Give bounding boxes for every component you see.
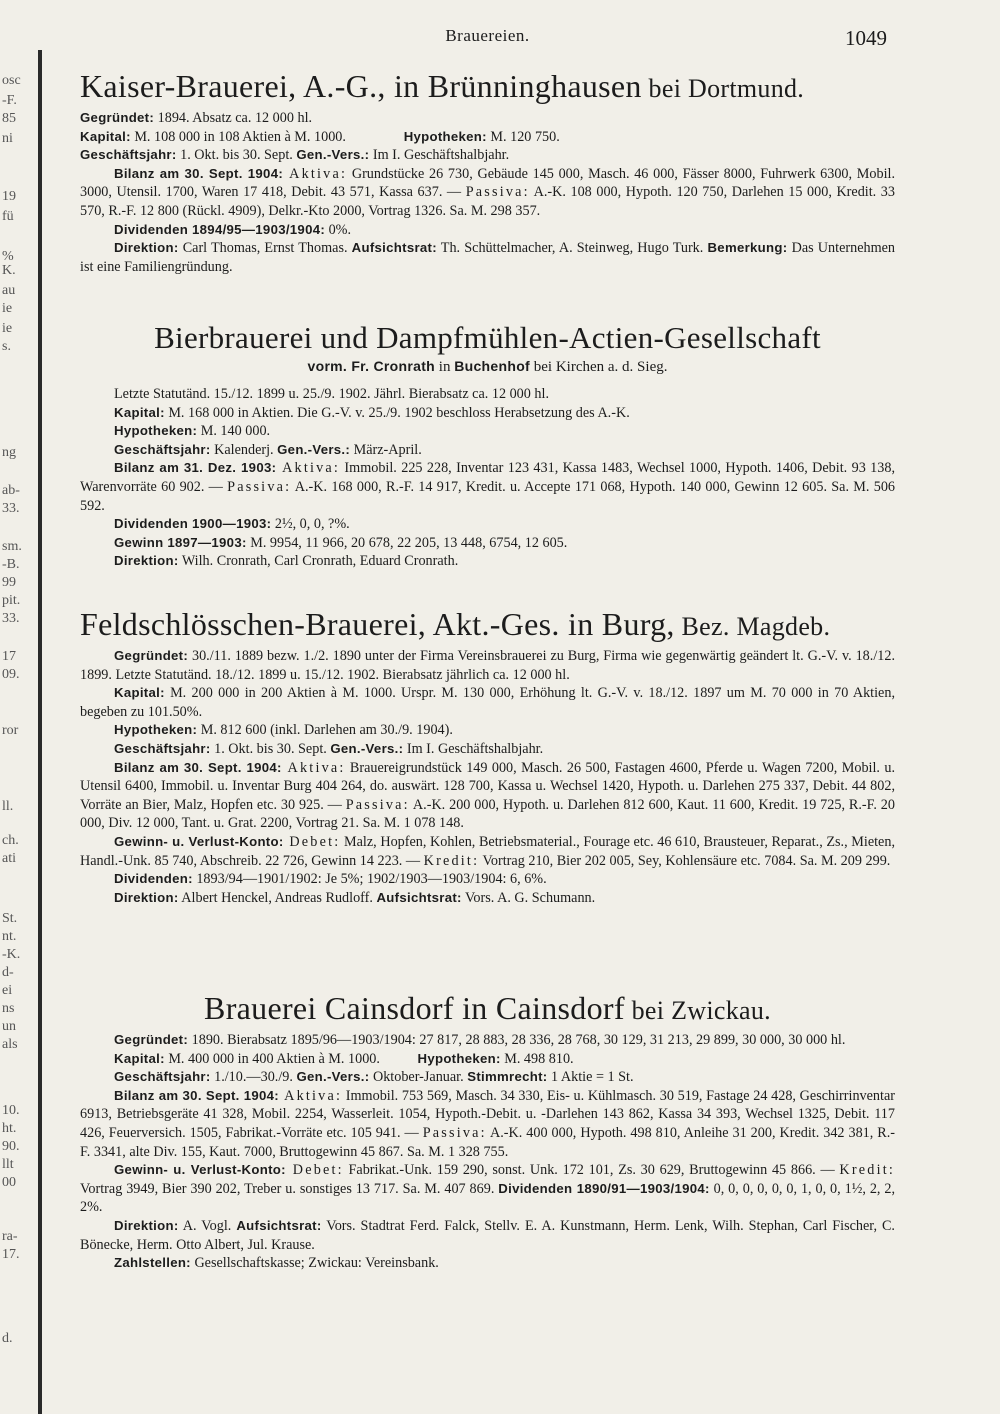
entry-title-suffix: bei Zwickau.	[624, 996, 771, 1025]
balance-aktiva-text: Grundstücke 26 730, Gebäude 145 000, Masch. 46 000, Fässer 8000, Fuhrwerk 6300, Mobil. 3000, Utensil. 1700, Waren 17 418, Debit. 43 571, Kassa 637. —	[80, 165, 895, 201]
debet-text: Malz, Hopfen, Kohlen, Betriebsmaterial., Fourage etc. 46 610, Brausteuer, Reparat., Zs., Mieten, Handl.-Unk. 85 740, Abschreib. 22 726, Gewinn 14 223. —	[80, 833, 895, 869]
margin-fragment: 90.	[2, 1139, 20, 1154]
kredit-text: Vortrag 210, Bier 202 005, Sey, Kohlensäure etc. 7084. Sa. M. 209 299.	[479, 852, 891, 869]
debet-text: Fabrikat.-Unk. 159 290, sonst. Unk. 172 101, Zs. 30 629, Bruttogewinn 45 866. —	[343, 1162, 840, 1179]
margin-fragment: 85	[2, 111, 16, 126]
balance-passiva-text: A.-K. 168 000, R.-F. 14 917, Kredit. u. Accepte 171 068, Hypoth. 140 000, Gewinn 12 605. Sa. M. 506 592.	[80, 478, 896, 514]
fiscal-year-label: Geschäftsjahr:	[114, 740, 211, 756]
kredit-label: Kredit:	[839, 1162, 895, 1179]
margin-fragment: au	[2, 283, 16, 298]
margin-fragment: St.	[2, 911, 18, 926]
margin-fragment: K.	[2, 263, 16, 278]
margin-fragment: 33.	[2, 611, 20, 626]
running-head	[80, 26, 895, 50]
balance-label: Bilanz am 31. Dez. 1903:	[114, 460, 277, 476]
capital-line	[80, 404, 895, 423]
margin-fragment: pit.	[2, 593, 21, 608]
directors-label: Direktion:	[114, 889, 179, 905]
balance-paragraph	[80, 1087, 895, 1161]
margin-fragment: sm.	[2, 539, 22, 554]
mortgage-text: M. 140 000.	[197, 423, 271, 440]
directors-text: Wilh. Cronrath, Carl Cronrath, Eduard Cronrath.	[178, 553, 459, 570]
fiscal-year-label: Geschäftsjahr:	[80, 147, 177, 163]
capital-label: Kapital:	[114, 404, 165, 420]
capital-text: M. 168 000 in Aktien. Die G.-V. v. 25./9. 1902 beschloss Herabsetzung des A.-K.	[164, 404, 630, 421]
fiscal-year-label: Geschäftsjahr:	[114, 1069, 211, 1085]
margin-fragment: -B.	[2, 557, 20, 572]
entry-subtitle	[80, 356, 895, 377]
entry-title-main: Brauerei Cainsdorf in Cainsdorf	[204, 990, 625, 1026]
remark-label: Bemerkung:	[707, 240, 788, 256]
entry-title	[80, 604, 895, 647]
margin-fragment: ch.	[2, 833, 19, 848]
margin-fragment: ra-	[2, 1229, 18, 1244]
margin-fragment: ab-	[2, 483, 20, 498]
debet-label: Debet:	[285, 1162, 344, 1179]
balance-passiva-text: A.-K. 400 000, Hypoth. 498 810, Anleihe 31 200, Kredit. 342 381, R.-F. 3341, alte Div. 155, Kaut. 7000, Bruttogewinn 45 867. Sa. M. 1 328 755.	[80, 1124, 895, 1160]
founded-text: 1894. Absatz ca. 12 000 hl.	[154, 110, 313, 126]
margin-fragment: -F.	[2, 93, 17, 108]
general-meeting-label: Gen.-Vers.:	[296, 1069, 370, 1085]
margin-fragment: d-	[2, 965, 14, 980]
margin-fragment: 33.	[2, 501, 20, 516]
mortgage-label: Hypotheken:	[417, 1050, 501, 1066]
margin-fragment: s.	[2, 339, 11, 354]
general-meeting-label: Gen.-Vers.:	[296, 147, 370, 163]
directors-line	[80, 889, 895, 908]
supervisory-board-label: Aufsichtsrat:	[236, 1217, 322, 1233]
directors-line	[80, 552, 895, 571]
directors-paragraph	[80, 1217, 895, 1254]
fiscal-year-line	[80, 1068, 895, 1087]
balance-label: Bilanz am 30. Sept. 1904:	[114, 759, 282, 775]
general-meeting-label: Gen.-Vers.:	[277, 441, 351, 457]
entry-feldschloesschen-brauerei	[80, 604, 895, 907]
profit-loss-label: Gewinn- u. Verlust-Konto:	[114, 833, 284, 849]
capital-text: M. 400 000 in 400 Aktien à M. 1000.	[164, 1050, 384, 1067]
founded-label: Gegründet:	[80, 110, 155, 125]
margin-fragment: als	[2, 1037, 18, 1052]
margin-fragment: 17	[2, 649, 16, 664]
subtitle-place: Buchenhof	[454, 358, 531, 374]
founded-text: 1890. Bierabsatz 1895/96—1903/1904: 27 817, 28 883, 28 336, 28 768, 30 129, 31 213, 29 899, 30 000, 30 000 hl.	[188, 1032, 846, 1048]
fiscal-year-text: 1. Okt. bis 30. Sept.	[176, 147, 297, 164]
balance-label: Bilanz am 30. Sept. 1904:	[114, 165, 284, 181]
margin-fragment: ll.	[2, 799, 14, 814]
fiscal-year-label: Geschäftsjahr:	[114, 441, 211, 457]
gutter-rule	[38, 50, 42, 1414]
fiscal-year-line	[80, 740, 895, 759]
margin-fragment: nt.	[2, 929, 17, 944]
margin-fragment: fü	[2, 209, 14, 224]
margin-fragment: 09.	[2, 667, 20, 682]
passiva-label: Passiva:	[345, 796, 410, 813]
founded-text: 30./11. 1889 bezw. 1./2. 1890 unter der Firma Vereinsbrauerei zu Burg, Firma wie gegenwärtig geändert lt. G.-V. v. 18./12. 1899. Letzte Statutänd. 18./12. 1899 u. 15./12. 1902. Bierabsatz jährlich ca. 12 000 hl.	[80, 648, 895, 683]
dividend-line	[80, 870, 895, 889]
entry-body	[80, 109, 895, 276]
balance-label: Bilanz am 30. Sept. 1904:	[114, 1087, 279, 1103]
profit-loss-paragraph	[80, 833, 895, 870]
balance-aktiva-text: Immobil. 225 228, Inventar 123 431, Kassa 1483, Wechsel 1000, Hypoth. 1406, Debit. 93 138, Warenvorräte 60 902. —	[80, 460, 895, 495]
dividend-label: Dividenden 1900—1903:	[114, 516, 272, 532]
kredit-text: Vortrag 3949, Bier 390 202, Treber u. sonstiges 13 717. Sa. M. 407 869.	[80, 1180, 499, 1197]
mortgage-text: M. 812 600 (inkl. Darlehen am 30./9. 1904).	[197, 722, 453, 739]
kredit-label: Kredit:	[423, 852, 480, 869]
capital-text: M. 200 000 in 200 Aktien à M. 1000. Urspr. M. 130 000, Erhöhung lt. G.-V. v. 18./12. 1897 um M. 70 000 in 70 Aktien, begeben zu 101.50%.	[80, 685, 895, 720]
capital-label: Kapital:	[114, 685, 165, 701]
statute-line	[80, 385, 895, 404]
statute-text: Letzte Statutänd. 15./12. 1899 u. 25./9. 1902. Jährl. Bierabsatz ca. 12 000 hl.	[114, 386, 549, 402]
debet-label: Debet:	[283, 833, 341, 850]
dividend-line	[80, 221, 895, 240]
directors-text: Carl Thomas, Ernst Thomas.	[178, 240, 352, 257]
entry-bierbrauerei-cronrath	[80, 318, 895, 571]
profit-text: M. 9954, 11 966, 20 678, 22 205, 13 448, 6754, 12 605.	[246, 534, 568, 551]
dividend-text: 0%.	[325, 221, 352, 238]
dividend-text: 0, 0, 0, 0, 0, 0, 1, 0, 0, 1½, 2, 2, 2%.	[80, 1180, 896, 1216]
entry-body	[80, 1031, 895, 1273]
mortgage-label: Hypotheken:	[403, 128, 487, 144]
dividend-label: Dividenden 1894/95—1903/1904:	[114, 221, 326, 237]
profit-label: Gewinn 1897—1903:	[114, 534, 247, 550]
founded-paragraph	[80, 1031, 895, 1050]
supervisory-board-text: Th. Schüttelmacher, A. Steinweg, Hugo Turk.	[436, 240, 708, 257]
passiva-label: Passiva:	[227, 478, 292, 495]
margin-fragment: 00	[2, 1175, 16, 1190]
profit-loss-paragraph	[80, 1161, 895, 1217]
dividend-line	[80, 515, 895, 534]
directors-text: A. Vogl.	[178, 1217, 237, 1234]
fiscal-year-text: 1. Okt. bis 30. Sept.	[210, 740, 331, 757]
directors-text: Albert Henckel, Andreas Rudloff.	[178, 889, 377, 906]
entry-title: Bierbrauerei und Dampfmühlen-Actien-Gesellschaft	[154, 320, 821, 355]
fiscal-year-text: 1./10.—30./9.	[210, 1069, 297, 1086]
balance-paragraph	[80, 459, 895, 515]
dividend-text: 1893/94—1901/1902: Je 5%; 1902/1903—1903/1904: 6, 6%.	[192, 871, 547, 888]
entry-body	[80, 385, 895, 571]
aktiva-label: Aktiva:	[276, 460, 341, 477]
dividend-label: Dividenden 1890/91—1903/1904:	[498, 1180, 710, 1196]
subtitle-mid: in	[435, 359, 455, 375]
fiscal-year-line	[80, 441, 895, 460]
supervisory-board-label: Aufsichtsrat:	[351, 240, 437, 256]
voting-right-text: 1 Aktie = 1 St.	[547, 1069, 634, 1086]
margin-fragment: ie	[2, 301, 13, 316]
founded-line	[80, 109, 895, 128]
capital-text: M. 108 000 in 108 Aktien à M. 1000.	[130, 128, 364, 145]
mortgage-text: M. 120 750.	[486, 128, 560, 145]
margin-fragment: %	[2, 249, 14, 264]
mortgage-text: M. 498 810.	[500, 1050, 574, 1067]
margin-fragment: osc	[2, 73, 21, 88]
balance-aktiva-text: Immobil. 753 569, Masch. 34 330, Eis- u. Kühlmasch. 30 519, Fastage 24 428, Geschirrinventar 6913, Betriebsgeräte 41 328, Mobil. 2254, Wasserleit. 1054, Hypoth.-Debit. u. -Darlehen 143 862, Kassa 34 393, Wechsel 1325, Debit. 117 426, Feuerversich. 1505, Fabrikat.-Vorräte etc. 105 941. —	[80, 1087, 895, 1141]
aktiva-label: Aktiva:	[283, 165, 348, 182]
general-meeting-text: Im I. Geschäftshalbjahr.	[369, 147, 510, 164]
aktiva-label: Aktiva:	[281, 759, 346, 776]
entry-title	[80, 988, 895, 1031]
profit-loss-label: Gewinn- u. Verlust-Konto:	[114, 1162, 286, 1178]
founded-label: Gegründet:	[114, 648, 189, 663]
paying-agents-label: Zahlstellen:	[114, 1255, 191, 1271]
running-head-title: Brauereien.	[445, 26, 530, 45]
entry-kaiser-brauerei	[80, 66, 895, 276]
mortgage-label: Hypotheken:	[114, 722, 198, 738]
directors-paragraph	[80, 239, 895, 276]
capital-line	[80, 128, 895, 147]
directors-label: Direktion:	[114, 240, 179, 256]
entry-body	[80, 647, 895, 907]
paying-agents-line	[80, 1254, 895, 1273]
balance-aktiva-text: Brauereigrundstück 149 000, Masch. 26 500, Fastagen 4600, Pferde u. Wagen 7200, Mobil. u. Utensil 6400, Immobil. u. Inventar Burg 404 264, do. auswärt. 128 700, Kassa u. Wechsel 1420, Hypoth. u. Darlehen 275 337, Debit. 44 802, Vorräte an Bier, Malz, Hopfen etc. 30 925. —	[80, 759, 895, 813]
passiva-label: Passiva:	[422, 1124, 487, 1141]
directors-label: Direktion:	[114, 1217, 179, 1233]
mortgage-label: Hypotheken:	[114, 423, 198, 439]
capital-paragraph	[80, 684, 895, 721]
capital-line	[80, 1050, 895, 1069]
margin-fragment: llt	[2, 1157, 14, 1172]
balance-passiva-text: A.-K. 108 000, Hypoth. 120 750, Darlehen 15 000, Kredit. 33 570, R.-F. 12 800 (Rückl. 4909), Delkr.-Kto 2000, Vortrag 1326. Sa. M. 298 357.	[80, 184, 895, 219]
margin-fragment: ati	[2, 851, 16, 866]
balance-paragraph	[80, 759, 895, 833]
entry-title-suffix: Bez. Magdeb.	[674, 612, 831, 641]
mortgage-line	[80, 721, 895, 740]
profit-line	[80, 534, 895, 553]
founded-label: Gegründet:	[114, 1032, 189, 1047]
capital-label: Kapital:	[80, 128, 131, 144]
balance-passiva-text: A.-K. 200 000, Hypoth. u. Darlehen 812 600, Kaut. 11 600, Kredit. 19 725, R.-F. 20 000, Div. 12 000, Tant. u. Grat. 2200, Vortrag 21. Sa. M. 1 078 148.	[80, 796, 895, 832]
entry-title	[80, 66, 895, 109]
margin-fragment: d.	[2, 1331, 13, 1346]
supervisory-board-text: Vors. A. G. Schumann.	[461, 889, 596, 906]
aktiva-label: Aktiva:	[279, 1087, 343, 1104]
remark-text: Das Unternehmen ist eine Familiengründung.	[80, 240, 896, 275]
supervisory-board-text: Vors. Stadtrat Ferd. Falck, Stellv. E. A. Kunstmann, Herm. Lenk, Wilh. Stephan, Carl Fischer, C. Bönecke, Herm. Otto Albert, Jul. Krause.	[80, 1217, 895, 1253]
margin-fragment: 19	[2, 189, 16, 204]
supervisory-board-label: Aufsichtsrat:	[376, 889, 462, 905]
subtitle-prefix: vorm. Fr. Cronrath	[307, 358, 436, 374]
margin-fragment: ei	[2, 983, 13, 998]
margin-fragment: ni	[2, 131, 13, 146]
margin-fragment: ng	[2, 445, 16, 460]
passiva-label: Passiva:	[465, 184, 530, 201]
paying-agents-text: Gesellschaftskasse; Zwickau: Vereinsbank.	[190, 1255, 439, 1272]
entry-title-main: Kaiser-Brauerei, A.-G., in Brünninghausen	[80, 68, 642, 104]
mortgage-line	[80, 422, 895, 441]
dividend-text: 2½, 0, 0, ?%.	[271, 516, 350, 533]
directors-label: Direktion:	[114, 553, 179, 569]
general-meeting-text: März-April.	[350, 441, 422, 458]
margin-fragment: ie	[2, 321, 13, 336]
margin-fragment: 99	[2, 575, 16, 590]
general-meeting-text: Oktober-Januar.	[369, 1069, 468, 1086]
general-meeting-text: Im I. Geschäftshalbjahr.	[403, 740, 544, 757]
voting-right-label: Stimmrecht:	[467, 1069, 548, 1085]
general-meeting-label: Gen.-Vers.:	[330, 740, 404, 756]
dividend-label: Dividenden:	[114, 871, 193, 887]
subtitle-suffix: bei Kirchen a. d. Sieg.	[530, 359, 668, 375]
entry-brauerei-cainsdorf	[80, 988, 895, 1273]
founded-paragraph	[80, 647, 895, 684]
facing-page-margin	[0, 50, 44, 1414]
balance-paragraph	[80, 165, 895, 221]
capital-label: Kapital:	[114, 1050, 165, 1066]
entry-title-suffix: bei Dortmund.	[641, 74, 805, 103]
margin-fragment: 10.	[2, 1103, 20, 1118]
margin-fragment: ht.	[2, 1121, 17, 1136]
margin-fragment: un	[2, 1019, 16, 1034]
margin-fragment: ror	[2, 723, 19, 738]
margin-fragment: ns	[2, 1001, 15, 1016]
fiscal-year-text: Kalenderj.	[210, 441, 278, 458]
margin-fragment: -K.	[2, 947, 21, 962]
margin-fragment: 17.	[2, 1247, 20, 1262]
page-number: 1049	[845, 26, 887, 50]
entry-title-main: Feldschlösschen-Brauerei, Akt.-Ges. in Burg,	[80, 606, 675, 642]
fiscal-year-line	[80, 146, 895, 165]
